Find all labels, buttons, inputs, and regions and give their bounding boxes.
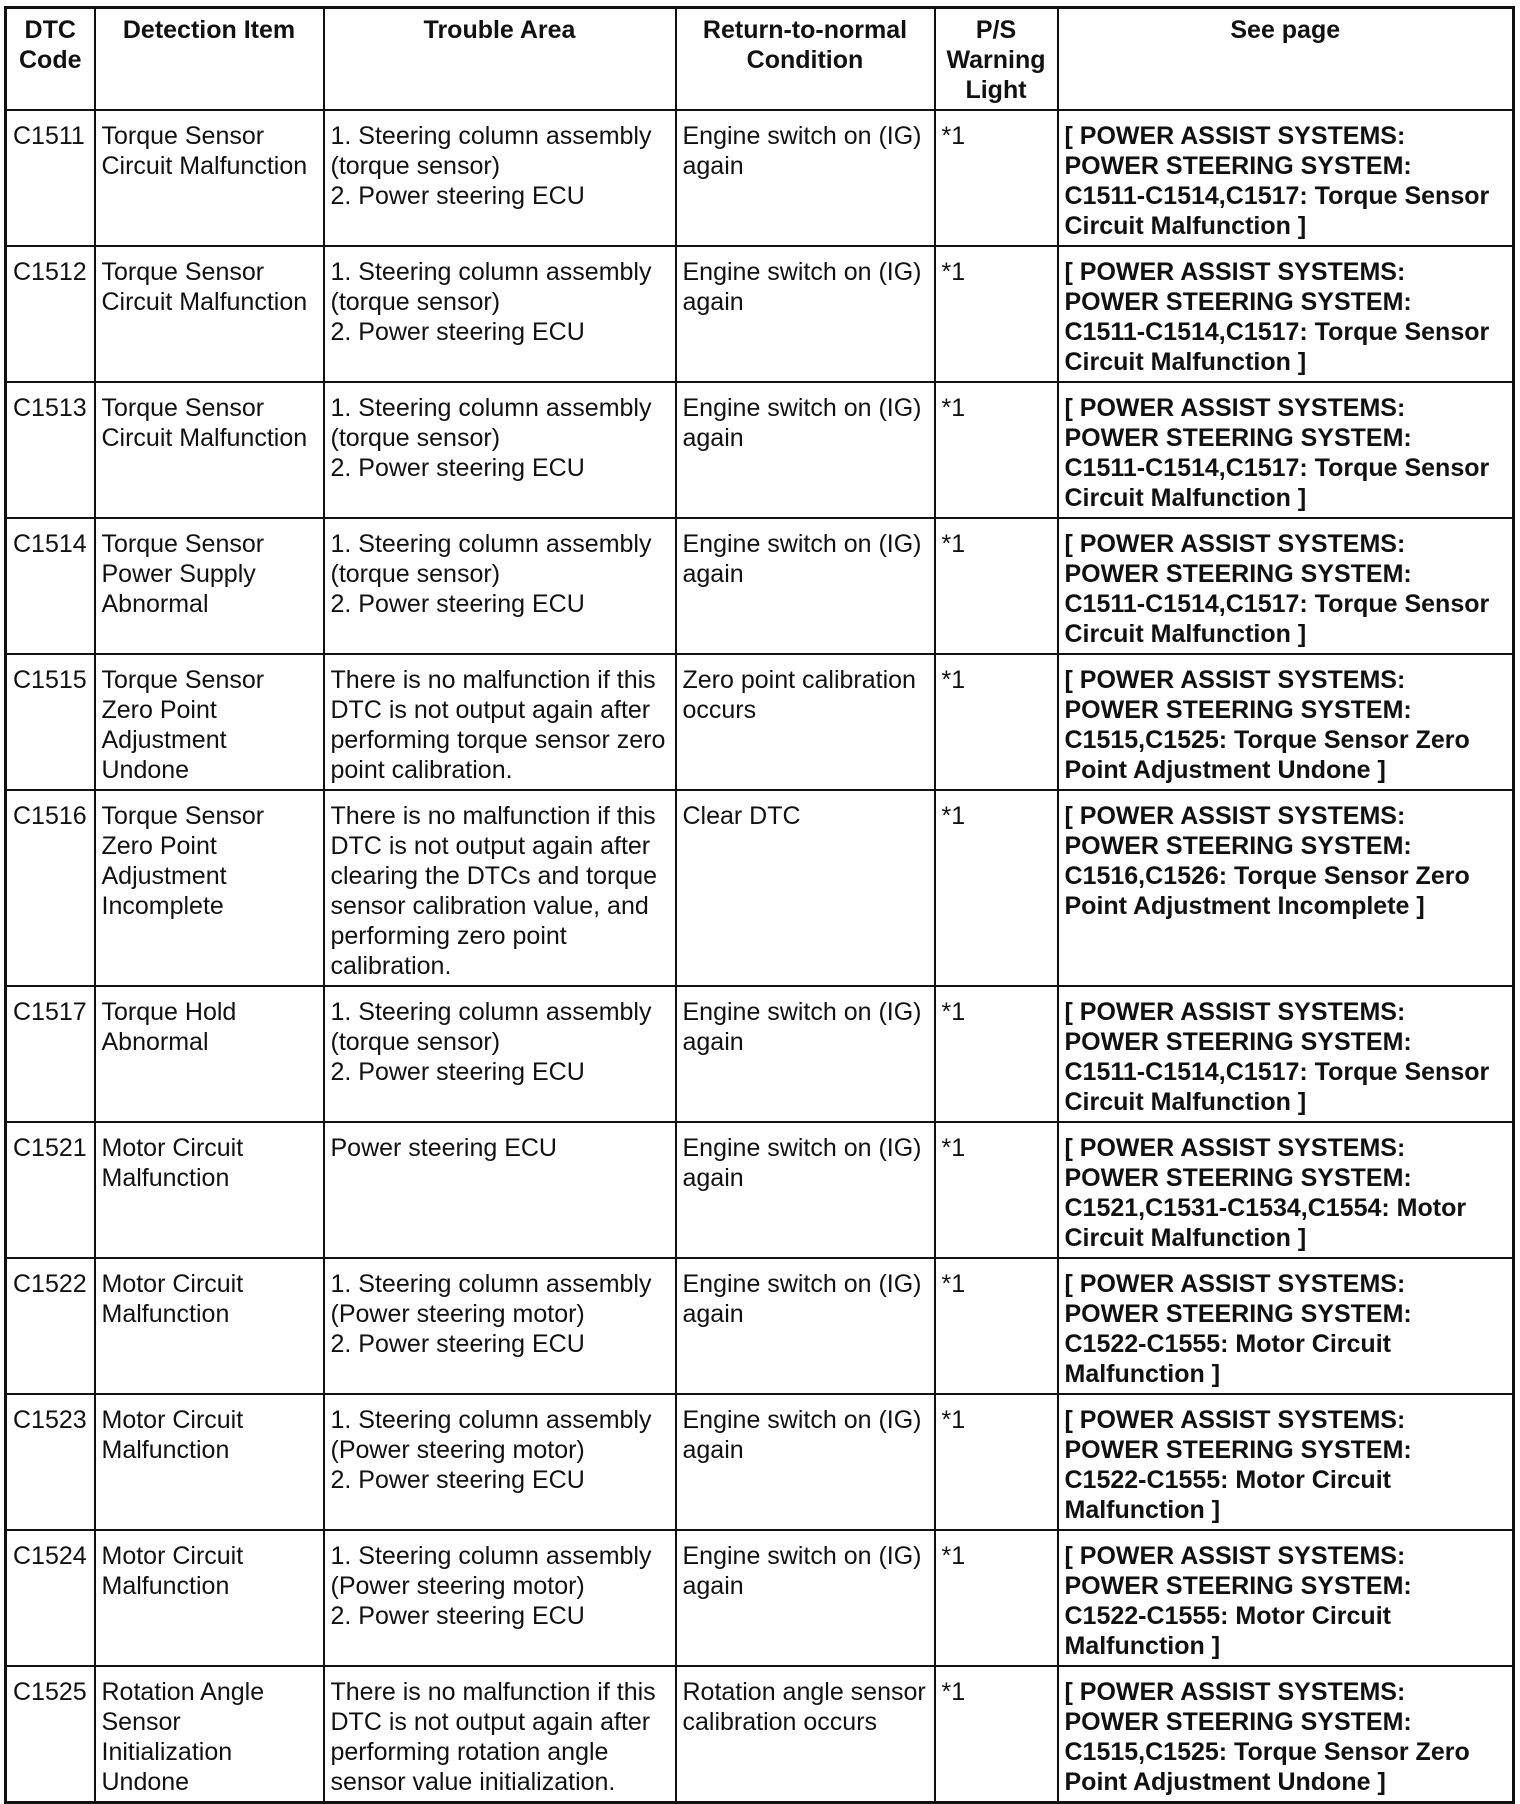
see-page-cell: [ POWER ASSIST SYSTEMS: POWER STEERING SYSTEM: C1511-C1514,C1517: Torque Sensor Circuit Malfunction ]: [1058, 110, 1514, 246]
detection-item-cell: Torque Sensor Circuit Malfunction: [95, 382, 324, 518]
warning-light-cell: *1: [935, 1530, 1058, 1666]
see-page-cell: [ POWER ASSIST SYSTEMS: POWER STEERING SYSTEM: C1522-C1555: Motor Circuit Malfunction ]: [1058, 1394, 1514, 1530]
return-condition-cell: Rotation angle sensor calibration occurs: [676, 1666, 935, 1803]
trouble-area-cell: 1. Steering column assembly (torque sensor) 2. Power steering ECU: [324, 246, 676, 382]
trouble-area-cell: 1. Steering column assembly (Power steering motor) 2. Power steering ECU: [324, 1530, 676, 1666]
see-page-cell: [ POWER ASSIST SYSTEMS: POWER STEERING SYSTEM: C1511-C1514,C1517: Torque Sensor Circuit Malfunction ]: [1058, 246, 1514, 382]
header-detection-item: Detection Item: [95, 8, 324, 111]
table-row: [6, 1258, 1514, 1394]
detection-item-cell: Rotation Angle Sensor Initialization Undone: [95, 1666, 324, 1803]
dtc-code-cell: C1523: [6, 1394, 95, 1530]
dtc-code-cell: C1524: [6, 1530, 95, 1666]
header-row: [6, 8, 1514, 111]
see-page-cell: [ POWER ASSIST SYSTEMS: POWER STEERING SYSTEM: C1511-C1514,C1517: Torque Sensor Circuit Malfunction ]: [1058, 986, 1514, 1122]
table-row: [6, 986, 1514, 1122]
see-page-cell: [ POWER ASSIST SYSTEMS: POWER STEERING SYSTEM: C1522-C1555: Motor Circuit Malfunction ]: [1058, 1258, 1514, 1394]
see-page-cell: [ POWER ASSIST SYSTEMS: POWER STEERING SYSTEM: C1515,C1525: Torque Sensor Zero Point Adjustment Undone ]: [1058, 654, 1514, 790]
detection-item-cell: Torque Sensor Circuit Malfunction: [95, 246, 324, 382]
header-warning-light: P/S Warning Light: [935, 8, 1058, 111]
table-row: [6, 382, 1514, 518]
warning-light-cell: *1: [935, 1258, 1058, 1394]
header-dtc-code: DTC Code: [6, 8, 95, 111]
see-page-cell: [ POWER ASSIST SYSTEMS: POWER STEERING SYSTEM: C1521,C1531-C1534,C1554: Motor Circuit Malfunction ]: [1058, 1122, 1514, 1258]
table-body: [6, 110, 1514, 1803]
return-condition-cell: Engine switch on (IG) again: [676, 1530, 935, 1666]
detection-item-cell: Torque Sensor Zero Point Adjustment Undone: [95, 654, 324, 790]
warning-light-cell: *1: [935, 1394, 1058, 1530]
return-condition-cell: Engine switch on (IG) again: [676, 382, 935, 518]
trouble-area-cell: 1. Steering column assembly (Power steering motor) 2. Power steering ECU: [324, 1394, 676, 1530]
detection-item-cell: Torque Sensor Zero Point Adjustment Incomplete: [95, 790, 324, 986]
trouble-area-cell: There is no malfunction if this DTC is not output again after performing torque sensor zero point calibration.: [324, 654, 676, 790]
return-condition-cell: Engine switch on (IG) again: [676, 1394, 935, 1530]
detection-item-cell: Motor Circuit Malfunction: [95, 1530, 324, 1666]
dtc-code-cell: C1521: [6, 1122, 95, 1258]
see-page-cell: [ POWER ASSIST SYSTEMS: POWER STEERING SYSTEM: C1511-C1514,C1517: Torque Sensor Circuit Malfunction ]: [1058, 382, 1514, 518]
return-condition-cell: Engine switch on (IG) again: [676, 518, 935, 654]
warning-light-cell: *1: [935, 986, 1058, 1122]
table-row: [6, 1530, 1514, 1666]
return-condition-cell: Engine switch on (IG) again: [676, 1122, 935, 1258]
warning-light-cell: *1: [935, 246, 1058, 382]
trouble-area-cell: 1. Steering column assembly (torque sensor) 2. Power steering ECU: [324, 110, 676, 246]
dtc-code-cell: C1517: [6, 986, 95, 1122]
table-row: [6, 246, 1514, 382]
dtc-code-cell: C1515: [6, 654, 95, 790]
table-row: [6, 518, 1514, 654]
warning-light-cell: *1: [935, 518, 1058, 654]
table-row: [6, 110, 1514, 246]
detection-item-cell: Torque Sensor Circuit Malfunction: [95, 110, 324, 246]
table-row: [6, 654, 1514, 790]
see-page-cell: [ POWER ASSIST SYSTEMS: POWER STEERING SYSTEM: C1511-C1514,C1517: Torque Sensor Circuit Malfunction ]: [1058, 518, 1514, 654]
warning-light-cell: *1: [935, 110, 1058, 246]
warning-light-cell: *1: [935, 1122, 1058, 1258]
trouble-area-cell: There is no malfunction if this DTC is not output again after clearing the DTCs and torque sensor calibration value, and performing zero point calibration.: [324, 790, 676, 986]
detection-item-cell: Motor Circuit Malfunction: [95, 1394, 324, 1530]
trouble-area-cell: There is no malfunction if this DTC is not output again after performing rotation angle sensor value initialization.: [324, 1666, 676, 1803]
dtc-code-cell: C1516: [6, 790, 95, 986]
dtc-code-cell: C1522: [6, 1258, 95, 1394]
header-see-page: See page: [1058, 8, 1514, 111]
table-row: [6, 1666, 1514, 1803]
see-page-cell: [ POWER ASSIST SYSTEMS: POWER STEERING SYSTEM: C1515,C1525: Torque Sensor Zero Point Adjustment Undone ]: [1058, 1666, 1514, 1803]
table-row: [6, 1394, 1514, 1530]
dtc-code-cell: C1511: [6, 110, 95, 246]
trouble-area-cell: 1. Steering column assembly (torque sensor) 2. Power steering ECU: [324, 382, 676, 518]
dtc-code-cell: C1512: [6, 246, 95, 382]
header-return-condition: Return-to-normal Condition: [676, 8, 935, 111]
header-trouble-area: Trouble Area: [324, 8, 676, 111]
return-condition-cell: Engine switch on (IG) again: [676, 246, 935, 382]
trouble-area-cell: 1. Steering column assembly (Power steering motor) 2. Power steering ECU: [324, 1258, 676, 1394]
see-page-cell: [ POWER ASSIST SYSTEMS: POWER STEERING SYSTEM: C1516,C1526: Torque Sensor Zero Point Adjustment Incomplete ]: [1058, 790, 1514, 986]
return-condition-cell: Zero point calibration occurs: [676, 654, 935, 790]
return-condition-cell: Engine switch on (IG) again: [676, 986, 935, 1122]
table-row: [6, 790, 1514, 986]
warning-light-cell: *1: [935, 790, 1058, 986]
detection-item-cell: Torque Hold Abnormal: [95, 986, 324, 1122]
table-row: [6, 1122, 1514, 1258]
detection-item-cell: Motor Circuit Malfunction: [95, 1258, 324, 1394]
dtc-code-cell: C1513: [6, 382, 95, 518]
warning-light-cell: *1: [935, 382, 1058, 518]
return-condition-cell: Clear DTC: [676, 790, 935, 986]
trouble-area-cell: 1. Steering column assembly (torque sensor) 2. Power steering ECU: [324, 986, 676, 1122]
return-condition-cell: Engine switch on (IG) again: [676, 110, 935, 246]
dtc-code-cell: C1514: [6, 518, 95, 654]
trouble-area-cell: Power steering ECU: [324, 1122, 676, 1258]
detection-item-cell: Torque Sensor Power Supply Abnormal: [95, 518, 324, 654]
warning-light-cell: *1: [935, 654, 1058, 790]
see-page-cell: [ POWER ASSIST SYSTEMS: POWER STEERING SYSTEM: C1522-C1555: Motor Circuit Malfunction ]: [1058, 1530, 1514, 1666]
trouble-area-cell: 1. Steering column assembly (torque sensor) 2. Power steering ECU: [324, 518, 676, 654]
detection-item-cell: Motor Circuit Malfunction: [95, 1122, 324, 1258]
return-condition-cell: Engine switch on (IG) again: [676, 1258, 935, 1394]
warning-light-cell: *1: [935, 1666, 1058, 1803]
dtc-table: [4, 6, 1515, 1804]
dtc-code-cell: C1525: [6, 1666, 95, 1803]
